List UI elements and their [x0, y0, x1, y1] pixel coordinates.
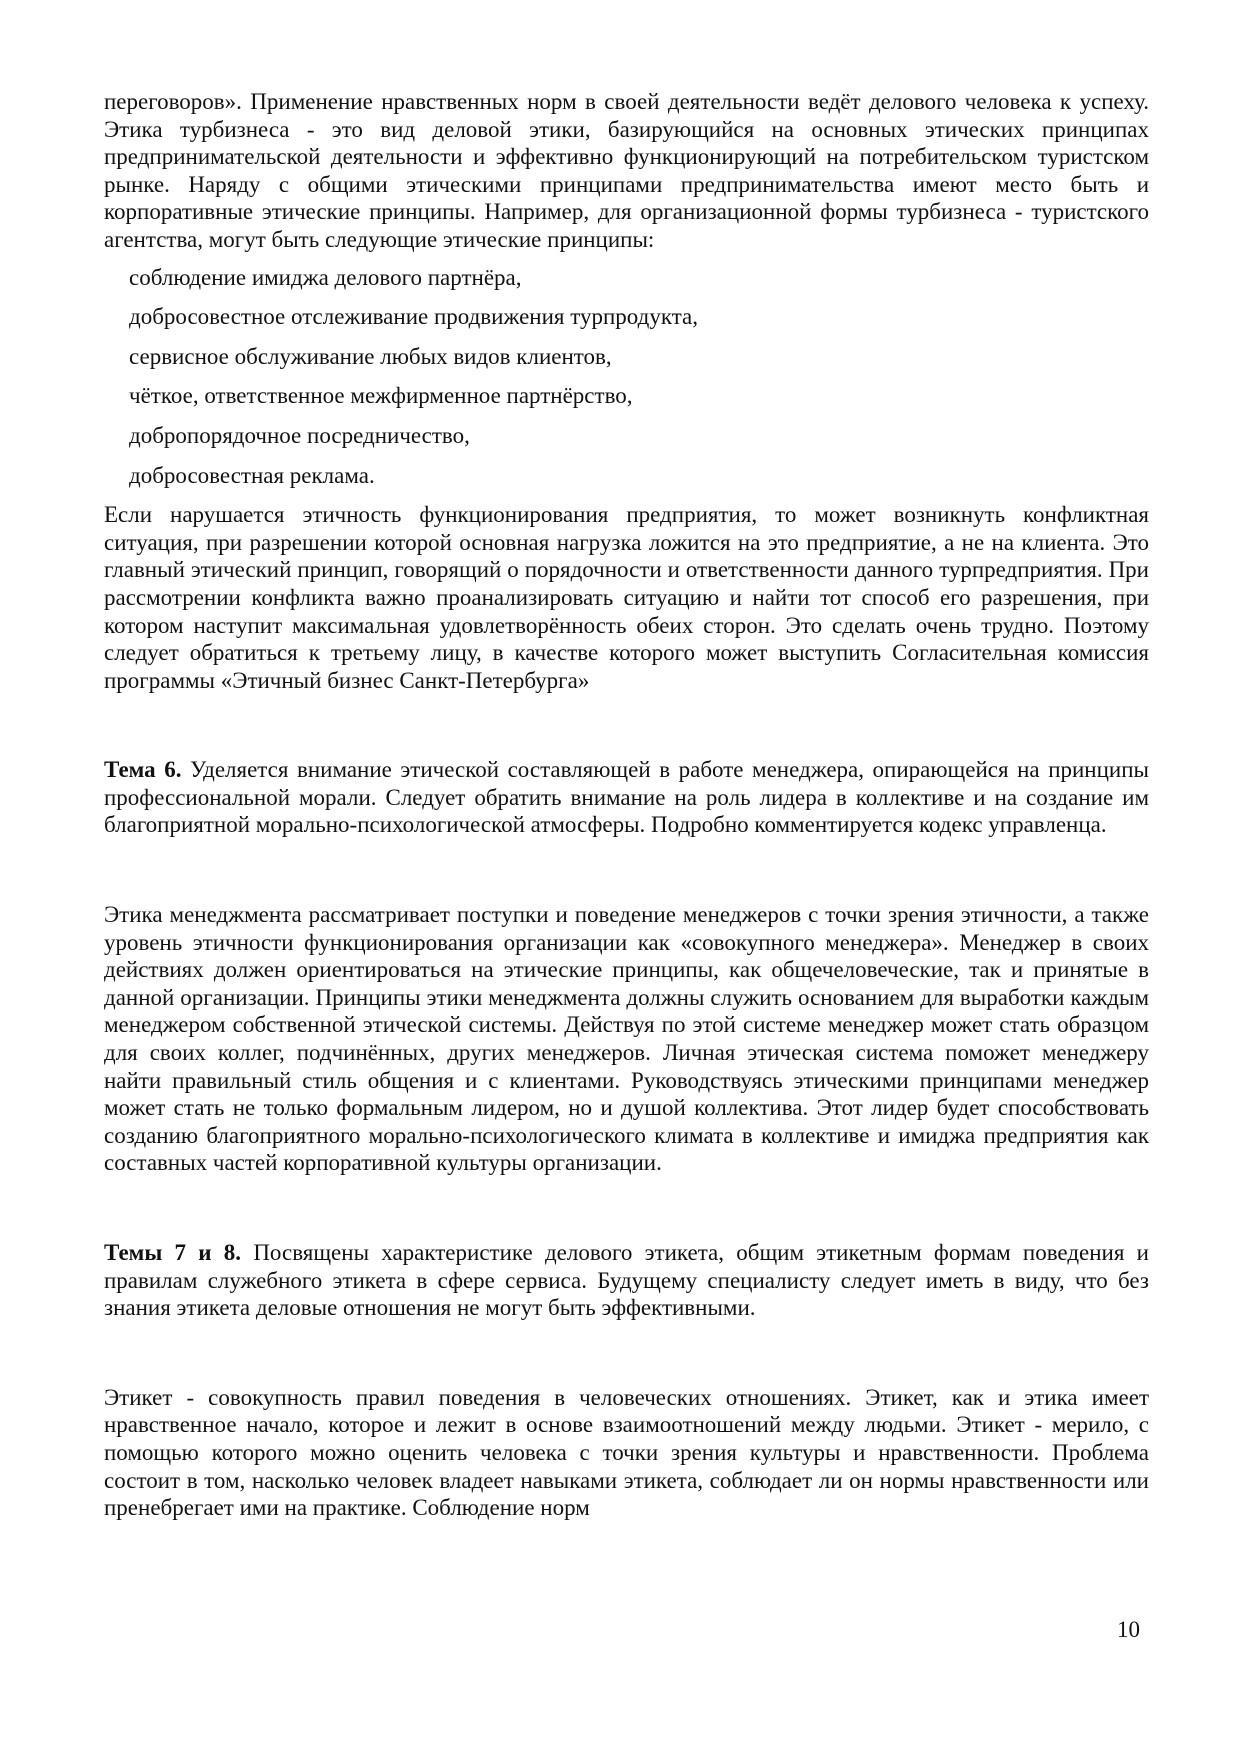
topic-6-text: Уделяется внимание этической составляющей в работе менеджера, опирающейся на принципы профессиональной морали. Следует обратить внимание на роль лидера в коллективе и на создание им благоприятной морально-психологической атмосферы. Подробно комментируется кодекс управленца.	[104, 757, 1149, 838]
topic-6-label: Тема 6.	[104, 757, 182, 783]
list-item: добросовестная реклама.	[129, 462, 375, 488]
document-page	[104, 88, 1149, 1522]
list-item: соблюдение имиджа делового партнёра,	[129, 264, 522, 290]
list-item: добросовестное отслеживание продвижения турпродукта,	[129, 304, 698, 330]
paragraph-conflict: Если нарушается этичность функционирования предприятия, то может возникнуть конфликтная ситуация, при разрешении которой основная нагрузка ложится на это предприятие, а не на клиента. Это главный этический принцип, говорящий о порядочности и ответственности данного турпредприятия. При рассмотрении конфликта важно проанализировать ситуацию и найти тот способ его разрешения, при котором наступит максимальная удовлетворённость обеих сторон. Это сделать очень трудно. Поэтому следует обратиться к третьему лицу, в качестве которого может выступить Согласительная комиссия программы «Этичный бизнес Санкт-Петербурга»	[104, 502, 1149, 693]
topic-7-8-text: Посвящены характеристике делового этикета, общим этикетным формам поведения и правилам служебного этикета в сфере сервиса. Будущему специалисту следует иметь в виду, что без знания этикета деловые отношения не могут быть эффективными.	[104, 1240, 1149, 1321]
list-item: сервисное обслуживание любых видов клиентов,	[129, 343, 612, 369]
list-item: добропорядочное посредничество,	[129, 422, 470, 448]
page-number: 10	[1117, 1617, 1140, 1642]
paragraph-management-ethics: Этика менеджмента рассматривает поступки и поведение менеджеров с точки зрения этичности, а также уровень этичности функционирования организации как «совокупного менеджера». Менеджер в своих действиях должен ориентироваться на этические принципы, как общечеловеческие, так и принятые в данной организации. Принципы этики менеджмента должны служить основанием для выработки каждым менеджером собственной этической системы. Действуя по этой системе менеджер может стать образцом для своих коллег, подчинённых, других менеджеров. Личная этическая система поможет менеджеру найти правильный стиль общения и с клиентами. Руководствуясь этическими принципами менеджер может стать не только формальным лидером, но и душой коллектива. Этот лидер будет способствовать созданию благоприятного морально-психологического климата в коллективе и имиджа предприятия как составных частей корпоративной культуры организации.	[104, 902, 1149, 1176]
list-item: чёткое, ответственное межфирменное партнёрство,	[129, 383, 633, 409]
paragraph-etiquette: Этикет - совокупность правил поведения в человеческих отношениях. Этикет, как и этика имеет нравственное начало, которое и лежит в основе взаимоотношений между людьми. Этикет - мерило, с помощью которого можно оценить человека с точки зрения культуры и нравственности. Проблема состоит в том, насколько человек владеет навыками этикета, соблюдает ли он нормы нравственности или пренебрегает ими на практике. Соблюдение норм	[104, 1384, 1149, 1521]
principles-list	[104, 264, 1149, 490]
topic-6-paragraph	[104, 756, 1149, 839]
paragraph-tourism-ethics: переговоров». Применение нравственных норм в своей деятельности ведёт делового человека к успеху. Этика турбизнеса - это вид деловой этики, базирующийся на основных этических принципах предпринимательской деятельности и эффективно функционирующий на потребительском туристском рынке. Наряду с общими этическими принципами предпринимательства имеют место быть и корпоративные этические принципы. Например, для организационной формы турбизнеса - туристского агентства, могут быть следующие этические принципы:	[104, 89, 1149, 252]
topic-7-8-label: Темы 7 и 8.	[104, 1240, 242, 1265]
topic-7-8-paragraph	[104, 1239, 1149, 1322]
